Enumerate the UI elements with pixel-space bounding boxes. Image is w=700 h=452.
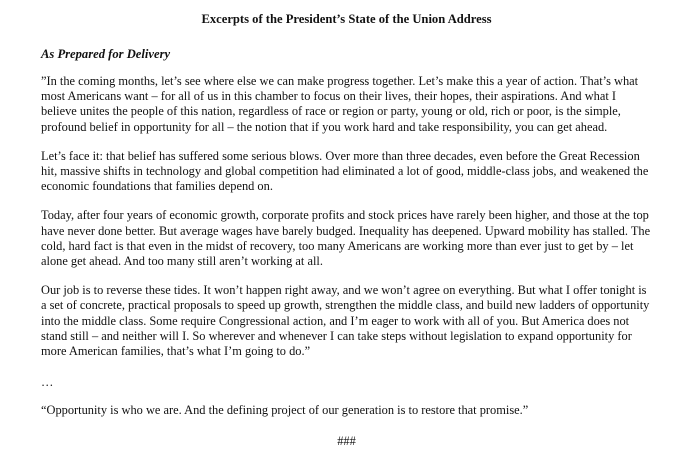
paragraph-3: Today, after four years of economic growth, corporate profits and stock prices have rarely been higher, and those at the top have never done better. But average wages have barely budged. Inequality has deepened. Upward mobility has stalled. The cold, hard fact is that even in the midst of recovery, too many Americans are working more than ever just to get by – let alone get ahead. And too many still aren’t working at all. — [41, 208, 651, 269]
closing-quote: “Opportunity is who we are. And the defining project of our generation is to restore that promise.” — [41, 403, 529, 418]
document-title: Excerpts of the President’s State of the Union Address — [201, 12, 492, 26]
paragraph-1: ”In the coming months, let’s see where else we can make progress together. Let’s make this a year of action. That’s what most Americans want – for all of us in this chamber to focus on their lives, their hopes, their aspirations. And what I believe unites the people of this nation, regardless of race or region or party, young or old, rich or poor, is the simple, profound belief in opportunity for all – the notion that if you work hard and take responsibility, you can get ahead. — [41, 74, 639, 134]
end-mark: ### — [337, 434, 356, 449]
paragraph-4: Our job is to reverse these tides. It won’t happen right away, and we won’t agree on everything. But what I offer tonight is a set of concrete, practical proposals to speed up growth, strengthen the middle class, and build new ladders of opportunity into the middle class. Some require Congressional action, and I’m eager to work with all of you. But America does not stand still – and neither will I. So wherever and whenever I can take steps without legislation to expand opportunity for more American families, that’s what I’m going to do.” — [41, 283, 650, 359]
document-subtitle: As Prepared for Delivery — [41, 47, 171, 61]
paragraph-2: Let’s face it: that belief has suffered some serious blows. Over more than three decades, even before the Great Recession hit, massive shifts in technology and global competition had eliminated a lot of good, middle-class jobs, and weakened the economic foundations that families depend on. — [41, 148, 649, 194]
ellipsis: … — [41, 375, 54, 390]
document-page — [0, 12, 700, 452]
